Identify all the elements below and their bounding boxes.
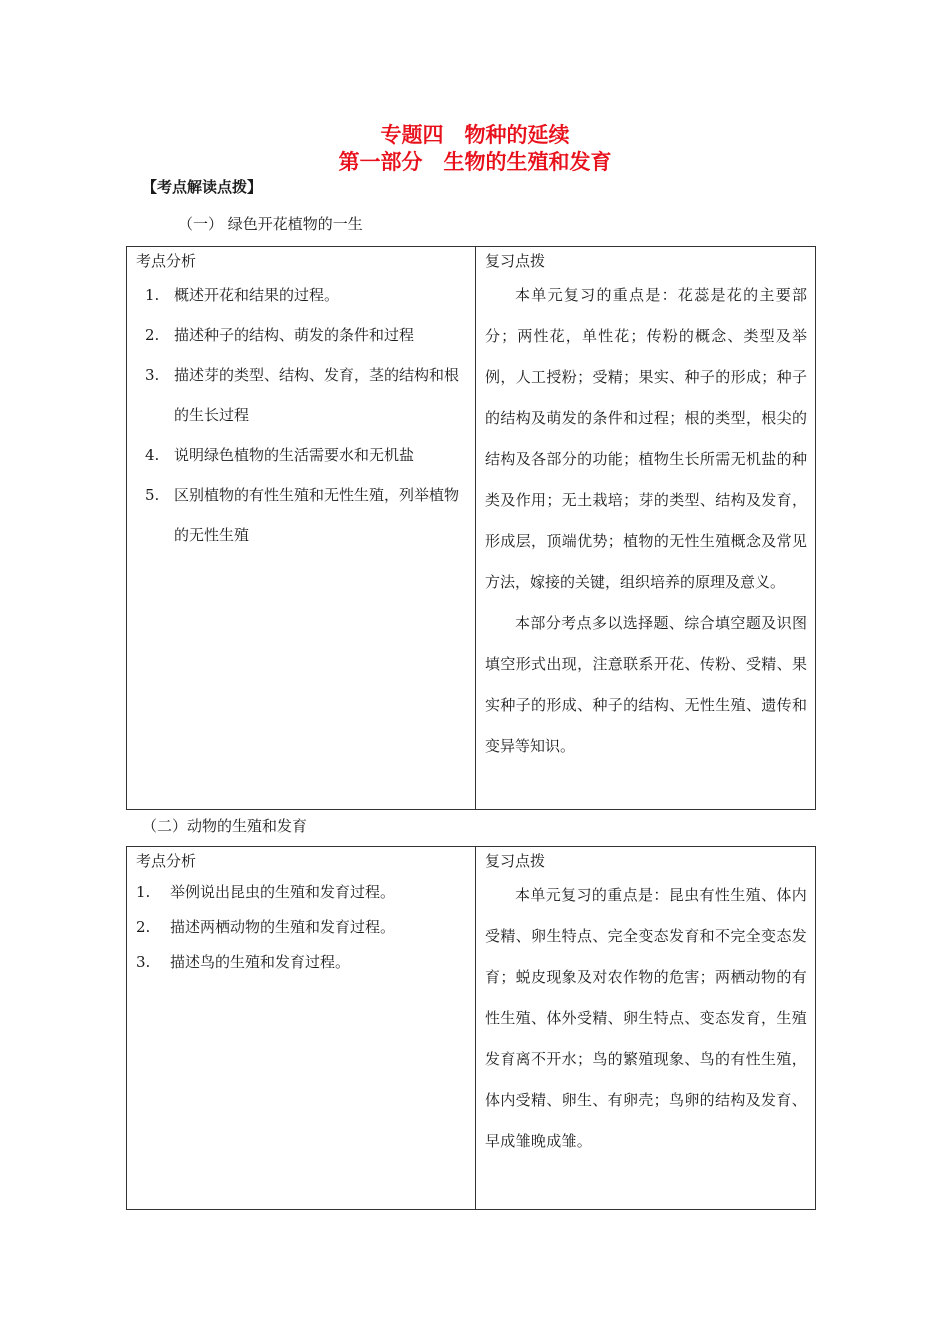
item-number: 3.	[145, 366, 160, 384]
exam-points-list	[136, 875, 475, 980]
review-paragraph: 本单元复习的重点是：花蕊是花的主要部分；两性花，单性花；传粉的概念、类型及举例，人工授粉；受精；果实、种子的形成；种子的结构及萌发的条件和过程；根的类型，根尖的结构及各部分的功能；植物生长所需无机盐的种类及作用；无土栽培；芽的类型、结构及发育，形成层，顶端优势；植物的无性生殖概念及常见方法，嫁接的关键，组织培养的原理及意义。	[485, 286, 807, 591]
exam-points-list	[136, 275, 475, 555]
subtitle-animals: （二）动物的生殖和发育	[142, 817, 308, 835]
list-item	[136, 875, 475, 910]
item-number: 5.	[145, 486, 160, 504]
item-text: 概述开花和结果的过程。	[174, 286, 340, 304]
review-paragraph: 本单元复习的重点是：昆虫有性生殖、体内受精、卵生特点、完全变态发育和不完全变态发育；蜕皮现象及对农作物的危害；两栖动物的有性生殖、体外受精、卵生特点、变态发育，生殖发育离不开水；鸟的繁殖现象、鸟的有性生殖，体内受精、卵生、有卵壳；鸟卵的结构及发育、早成雏晚成雏。	[485, 886, 807, 1150]
section-heading: 【考点解读点拨】	[142, 178, 263, 196]
review-tips-cell	[476, 847, 816, 1210]
item-text: 区别植物的有性生殖和无性生殖，列举植物的无性生殖	[174, 486, 460, 544]
list-item	[136, 315, 475, 355]
item-number: 1.	[136, 883, 151, 901]
title-line-1: 专题四 物种的延续	[380, 123, 570, 147]
item-number: 2.	[145, 326, 160, 344]
item-text: 举例说出昆虫的生殖和发育过程。	[170, 883, 396, 901]
item-number: 3.	[136, 953, 151, 971]
exam-points-header: 考点分析	[136, 852, 197, 870]
review-tips-header: 复习点拨	[485, 252, 546, 270]
list-item	[136, 910, 475, 945]
title-line-2: 第一部分 生物的生殖和发育	[338, 150, 612, 174]
item-text: 描述芽的类型、结构、发育，茎的结构和根的生长过程	[174, 366, 460, 424]
list-item	[136, 355, 475, 435]
item-text: 描述两栖动物的生殖和发育过程。	[170, 918, 396, 936]
table-plants	[126, 246, 816, 810]
list-item	[136, 435, 475, 475]
item-number: 4.	[145, 446, 160, 464]
review-tips-header: 复习点拨	[485, 852, 546, 870]
list-item	[136, 275, 475, 315]
table-animals	[126, 846, 816, 1210]
list-item	[136, 475, 475, 555]
item-number: 1.	[145, 286, 160, 304]
review-paragraph: 本部分考点多以选择题、综合填空题及识图填空形式出现，注意联系开花、传粉、受精、果实种子的形成、种子的结构、无性生殖、遗传和变异等知识。	[485, 614, 807, 755]
exam-points-header: 考点分析	[136, 252, 197, 270]
item-text: 描述鸟的生殖和发育过程。	[170, 953, 351, 971]
subtitle-plants: （一） 绿色开花植物的一生	[178, 215, 363, 233]
exam-points-cell	[127, 247, 476, 810]
exam-points-cell	[127, 847, 476, 1210]
item-text: 描述种子的结构、萌发的条件和过程	[174, 326, 415, 344]
item-text: 说明绿色植物的生活需要水和无机盐	[174, 446, 415, 464]
list-item	[136, 945, 475, 980]
item-number: 2.	[136, 918, 151, 936]
review-tips-cell	[476, 247, 816, 810]
